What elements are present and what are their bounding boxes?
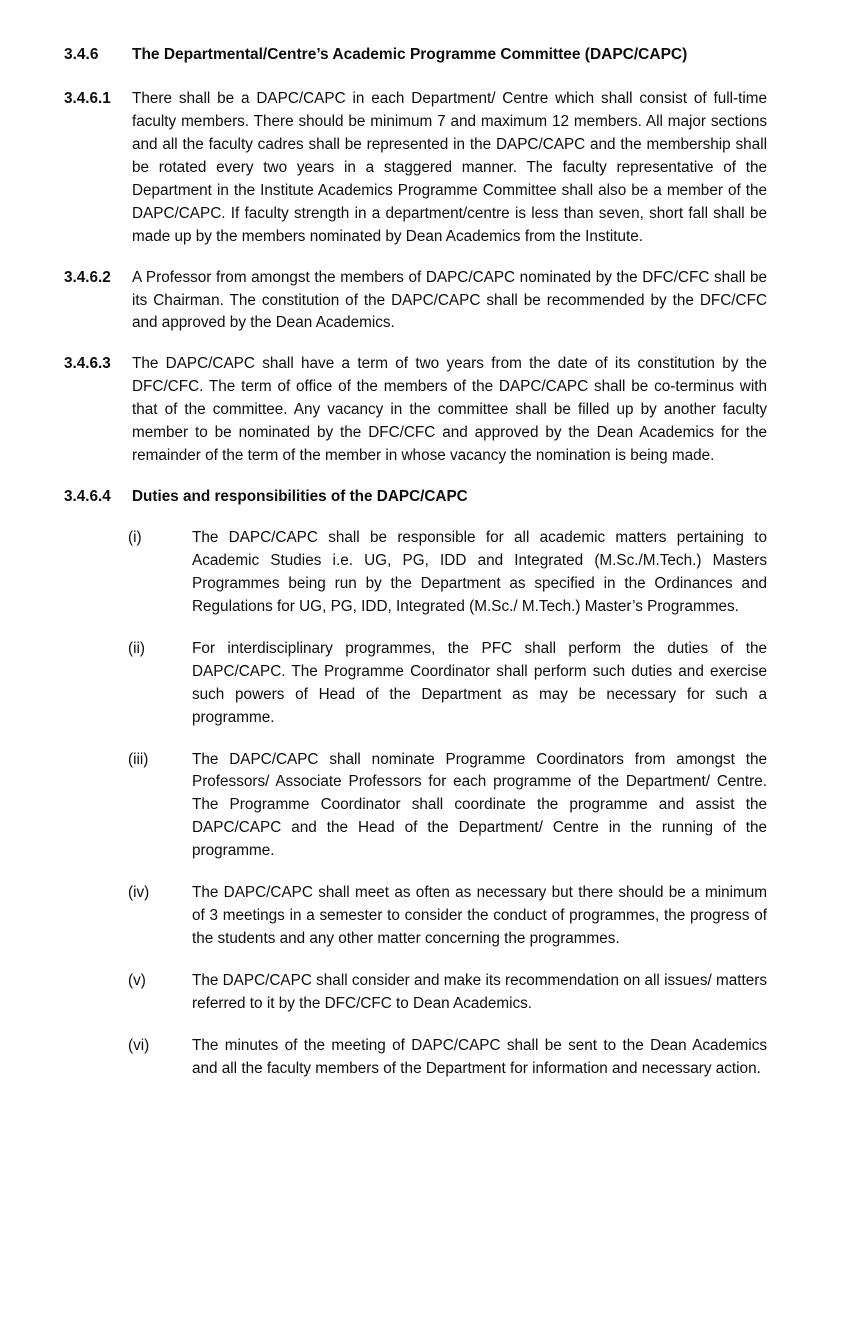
subitem-label: (iii): [128, 750, 149, 768]
subitem-text: The DAPC/CAPC shall nominate Programme Coordinators from amongst the Professors/ Associate Professors for each programme of the Department/ Centre. The Programme Coordinator shall coordinate the programme and assist the DAPC/CAPC and the Head of the Department/ Centre in the running of the programme.: [192, 750, 767, 860]
subitem-text: For interdisciplinary programmes, the PFC shall perform the duties of the DAPC/CAPC. The Programme Coordinator shall perform such duties and exercise such powers of Head of the Department as may be necessary for such a programme.: [192, 639, 767, 726]
subitem-label: (v): [128, 972, 146, 989]
list-item: [64, 882, 767, 951]
clause-text: There shall be a DAPC/CAPC in each Department/ Centre which shall consist of full-time faculty members. There should be minimum 7 and maximum 12 members. All major sections and all the faculty cadres shall be represented in the DAPC/CAPC and the membership shall be rotated every two years in a staggered manner. The faculty representative of the Department in the Institute Academics Programme Committee shall also be a member of the DAPC/CAPC. If faculty strength in a department/centre is less than seven, short fall shall be made up by the members nominated by Dean Academics from the Institute.: [132, 90, 767, 245]
clause-number: 3.4.6.2: [64, 268, 111, 286]
clause-3-4-6-1: [64, 88, 767, 249]
subitem-label: (ii): [128, 639, 145, 657]
clause-text: A Professor from amongst the members of DAPC/CAPC nominated by the DFC/CFC shall be its Chairman. The constitution of the DAPC/CAPC shall be recommended by the DFC/CFC and approved by the Dean Academics.: [132, 268, 767, 332]
clause-number: 3.4.6.4: [64, 488, 111, 506]
subitem-label: (i): [128, 529, 142, 546]
clause-number: 3.4.6.3: [64, 355, 111, 373]
section-title: The Departmental/Centre’s Academic Programme Committee (DAPC/CAPC): [132, 46, 688, 63]
section-number: 3.4.6: [64, 46, 99, 63]
section-heading: [64, 44, 767, 66]
list-item: [64, 527, 767, 619]
list-item: [64, 1035, 767, 1081]
subitem-label: (vi): [128, 1036, 150, 1054]
clause-3-4-6-4: [64, 486, 767, 509]
clause-text: Duties and responsibilities of the DAPC/CAPC: [132, 488, 468, 506]
subitem-text: The DAPC/CAPC shall consider and make its recommendation on all issues/ matters referred to it by the DFC/CFC to Dean Academics.: [192, 972, 767, 1012]
clause-3-4-6-2: [64, 267, 767, 336]
clause-text: The DAPC/CAPC shall have a term of two years from the date of its constitution by the DFC/CFC. The term of office of the members of the DAPC/CAPC shall be co-terminus with that of the committee. Any vacancy in the committee shall be filled up by another faculty member to be nominated by the DFC/CFC and approved by the Dean Academics for the remainder of the term of the member in whose vacancy the nomination is being made.: [132, 355, 767, 465]
subitem-list: [64, 527, 767, 1081]
list-item: [64, 970, 767, 1016]
list-item: [64, 749, 767, 864]
clause-3-4-6-3: [64, 353, 767, 468]
clause-number: 3.4.6.1: [64, 90, 111, 107]
list-item: [64, 638, 767, 730]
subitem-text: The minutes of the meeting of DAPC/CAPC shall be sent to the Dean Academics and all the faculty members of the Department for information and necessary action.: [192, 1036, 767, 1077]
subitem-label: (iv): [128, 884, 150, 902]
subitem-text: The DAPC/CAPC shall be responsible for all academic matters pertaining to Academic Studies i.e. UG, PG, IDD and Integrated (M.Sc./M.Tech.) Masters Programmes being run by the Department as specified in the Ordinances and Regulations for UG, PG, IDD, Integrated (M.Sc./ M.Tech.) Master’s Programmes.: [192, 529, 767, 615]
subitem-text: The DAPC/CAPC shall meet as often as necessary but there should be a minimum of 3 meetings in a semester to consider the conduct of programmes, the progress of the students and any other matter concerning the programmes.: [192, 884, 767, 948]
